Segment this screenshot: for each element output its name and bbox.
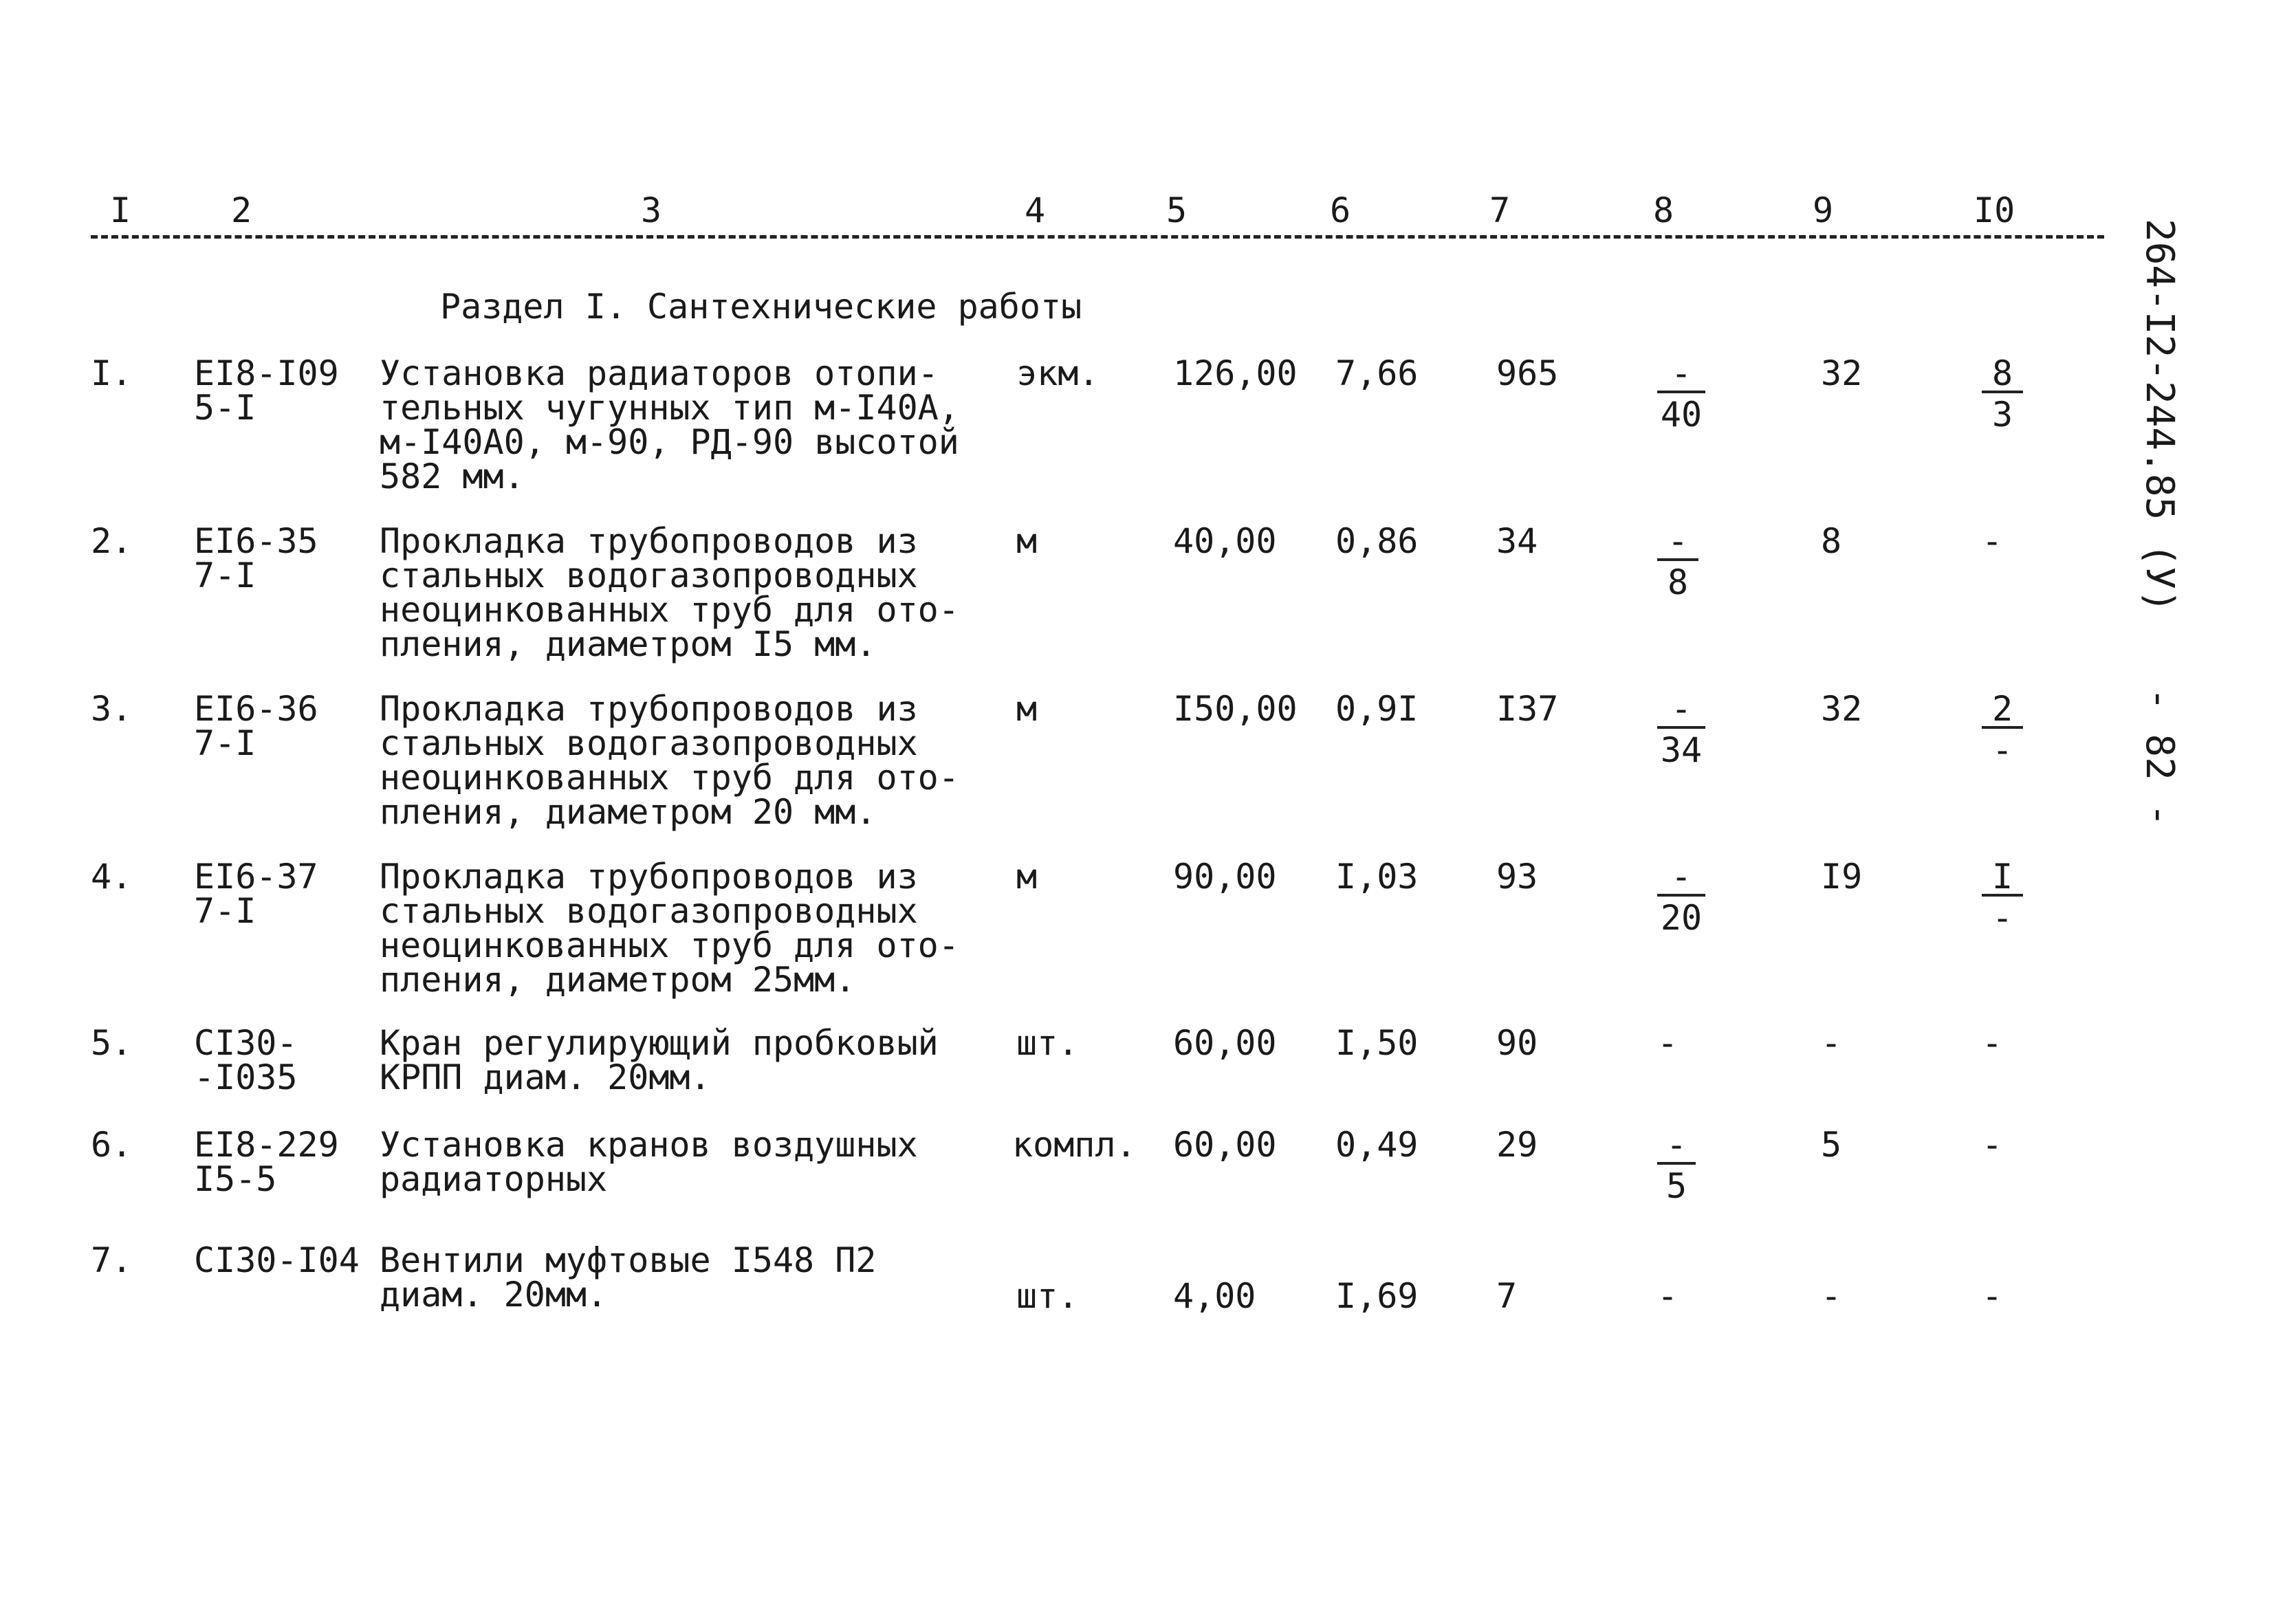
row-description: Прокладка трубопроводов из стальных водогазопроводных неоцинкованных труб для ото- пления, диаметром I5 мм. — [380, 521, 959, 664]
row-col10-fraction — [1982, 689, 2023, 770]
row-number: 6. — [91, 1125, 133, 1165]
row-col8-fraction — [1657, 857, 1705, 938]
row-quantity: 126,00 — [1173, 353, 1298, 393]
row-col9: 32 — [1821, 689, 1863, 729]
fraction-numerator: - — [1657, 356, 1705, 393]
row-quantity: 90,00 — [1173, 857, 1277, 897]
row-price: 0,86 — [1335, 521, 1419, 561]
fraction-denominator: 34 — [1660, 730, 1703, 770]
row-price: 7,66 — [1335, 353, 1419, 393]
row-quantity: I50,00 — [1173, 689, 1298, 729]
column-header-4: 4 — [1025, 190, 1046, 230]
row-total: 29 — [1496, 1125, 1538, 1165]
row-col10-fraction — [1982, 353, 2023, 435]
row-col9: 5 — [1821, 1125, 1842, 1165]
fraction-denominator: - — [1991, 730, 2013, 770]
row-col8-fraction — [1657, 353, 1705, 435]
row-col9: 32 — [1821, 353, 1863, 393]
row-number: I. — [91, 353, 133, 393]
column-header-1: I — [110, 190, 131, 230]
page-number: - 82 - — [2137, 688, 2182, 827]
row-col8: - — [1657, 1023, 1679, 1063]
row-code: EI6-36 7-I — [194, 689, 318, 763]
row-unit: экм. — [1016, 353, 1100, 393]
row-total: 7 — [1496, 1276, 1518, 1316]
fraction-numerator: 8 — [1982, 356, 2023, 393]
column-header-10: I0 — [1974, 190, 2015, 230]
row-unit: шт. — [1016, 1023, 1079, 1063]
row-description: Кран регулирующий пробковый КРПП диам. 20мм. — [380, 1023, 939, 1097]
row-col10: - — [1982, 521, 2003, 561]
row-quantity: 4,00 — [1173, 1276, 1256, 1316]
row-code: EI8-I09 5-I — [194, 353, 339, 428]
column-header-2: 2 — [231, 190, 252, 230]
row-quantity: 40,00 — [1173, 521, 1277, 561]
row-price: 0,9I — [1335, 689, 1419, 729]
fraction-numerator: - — [1657, 859, 1705, 897]
row-col10: - — [1982, 1125, 2003, 1165]
row-unit: шт. — [1016, 1276, 1079, 1316]
row-price: I,03 — [1335, 857, 1419, 897]
column-header-6: 6 — [1330, 190, 1351, 230]
row-number: 2. — [91, 521, 133, 561]
row-description: Прокладка трубопроводов из стальных водогазопроводных неоцинкованных труб для ото- пления, диаметром 20 мм. — [380, 689, 959, 832]
row-col9: 8 — [1821, 521, 1842, 561]
fraction-numerator: - — [1657, 1128, 1696, 1165]
fraction-denominator: 40 — [1660, 395, 1703, 435]
row-code: CI30-I04 — [194, 1240, 360, 1280]
row-code: EI6-35 7-I — [194, 521, 318, 595]
row-price: 0,49 — [1335, 1125, 1419, 1165]
row-col10: - — [1982, 1276, 2003, 1316]
fraction-denominator: - — [1991, 898, 2013, 938]
row-total: 965 — [1496, 353, 1559, 393]
row-code: EI6-37 7-I — [194, 857, 318, 931]
column-header-3: 3 — [641, 190, 662, 230]
fraction-numerator: I — [1982, 859, 2023, 897]
column-header-8: 8 — [1653, 190, 1674, 230]
column-header-9: 9 — [1813, 190, 1834, 230]
fraction-numerator: 2 — [1982, 692, 2023, 729]
row-code: EI8-229 I5-5 — [194, 1125, 339, 1199]
row-unit: м — [1016, 521, 1038, 561]
row-col8-fraction — [1657, 689, 1705, 770]
fraction-denominator: 3 — [1991, 395, 2013, 435]
fraction-denominator: 20 — [1660, 898, 1703, 938]
row-col10: - — [1982, 1023, 2003, 1063]
row-total: 34 — [1496, 521, 1538, 561]
row-unit: м — [1016, 857, 1038, 897]
row-unit: компл. — [1012, 1125, 1137, 1165]
row-col8-fraction — [1657, 521, 1698, 602]
row-col9: - — [1821, 1023, 1842, 1063]
fraction-denominator: 5 — [1665, 1166, 1687, 1206]
fraction-denominator: 8 — [1667, 562, 1689, 602]
row-col10-fraction — [1982, 857, 2023, 938]
row-total: 93 — [1496, 857, 1538, 897]
row-number: 3. — [91, 689, 133, 729]
row-description: Установка радиаторов отопи- тельных чугунных тип м-I40А, м-I40А0, м-90, РД-90 высотой 582 мм. — [380, 353, 959, 496]
row-number: 4. — [91, 857, 133, 897]
row-quantity: 60,00 — [1173, 1125, 1277, 1165]
row-unit: м — [1016, 689, 1038, 729]
section-title: Раздел I. Сантехнические работы — [440, 287, 1082, 327]
row-col9: I9 — [1821, 857, 1863, 897]
document-code: 264-I2-244.85 (У) — [2137, 219, 2182, 613]
fraction-numerator: - — [1657, 524, 1698, 561]
column-header-7: 7 — [1489, 190, 1511, 230]
row-quantity: 60,00 — [1173, 1023, 1277, 1063]
row-code: CI30- -I035 — [194, 1023, 298, 1097]
row-price: I,69 — [1335, 1276, 1419, 1316]
row-description: Прокладка трубопроводов из стальных водогазопроводных неоцинкованных труб для ото- пления, диаметром 25мм. — [380, 857, 959, 1000]
row-description: Вентили муфтовые I548 П2 диам. 20мм. — [380, 1240, 877, 1315]
row-col8-fraction — [1657, 1125, 1696, 1206]
row-total: 90 — [1496, 1023, 1538, 1063]
row-description: Установка кранов воздушных радиаторных — [380, 1125, 918, 1199]
header-divider — [91, 235, 2104, 239]
row-total: I37 — [1496, 689, 1559, 729]
row-number: 7. — [91, 1240, 133, 1280]
row-price: I,50 — [1335, 1023, 1419, 1063]
row-col9: - — [1821, 1276, 1842, 1316]
row-number: 5. — [91, 1023, 133, 1063]
fraction-numerator: - — [1657, 692, 1705, 729]
row-col8: - — [1657, 1276, 1679, 1316]
column-header-5: 5 — [1166, 190, 1188, 230]
